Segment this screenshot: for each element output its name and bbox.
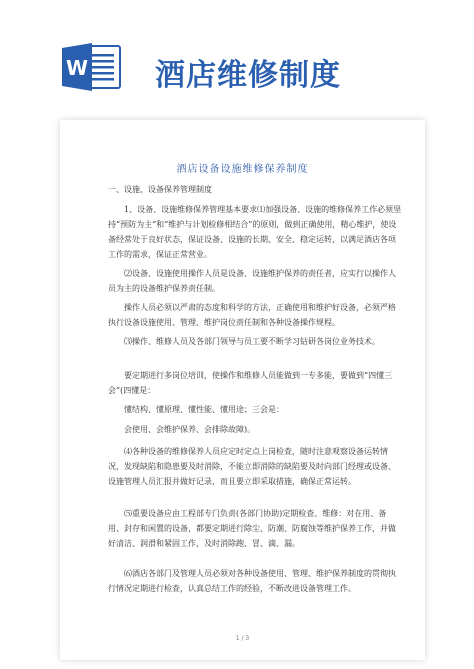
paragraph-9: ⑸重要设备应由工程部专门负责(各部门协助)定期检查、维修：对在用、备用、封存和闲置的设备，都要定期进行除尘、防潮、防腐蚀等维护保养工作，并做好清洁、润滑和紧固工作，及时消除跑、冒、滴、漏。 xyxy=(108,509,396,548)
paragraph-10: ⑹酒店各部门及管理人员必须对各种设备使用、管理、维护保养制度的贯彻执行情况定期进行检查，认真总结工作的经验，不断改进设备管理工作。 xyxy=(108,569,396,593)
word-icon-letter: W xyxy=(65,56,89,80)
document-page xyxy=(60,120,425,660)
header-title: 酒店维修制度 xyxy=(155,58,341,93)
section-heading: 一、设施、设备保养管理制度 xyxy=(108,185,212,194)
banner-header xyxy=(0,0,474,120)
word-document-icon xyxy=(60,42,124,92)
paragraph-1: 1、设备、设施维修保养管理基本要求⑴加强设备、设施的维修保养工作必须坚持“预防为主”和“维护与计划检修相结合”的原则，做到正确使用，精心维护，使设备经常处于良好状态，保证设备、设施的长期、安全、稳定运转，以满足酒店各项工作的需求，保证正常营业。 xyxy=(108,205,402,259)
document-title: 酒店设备设施维修保养制度 xyxy=(176,164,309,175)
paragraph-5: 要定期进行多岗位培训，使操作和维修人员能做到一专多能，要做到“四懂三会”(四懂是： xyxy=(108,371,393,395)
paragraph-6: 懂结构、懂原理、懂性能、懂用途；三会是： xyxy=(124,405,284,414)
paragraph-4: ⑶操作、维修人员及各部门领导与员工要不断学习钻研各岗位业务技术。 xyxy=(124,337,380,346)
paragraph-8: ⑷各种设备的维修保养人员应定时定点上岗检查，随时注意观察设备运转情况，发现缺陷和隐患要及时消除，不能立即消除的缺陷要及时向部门经理或设备、设施管理人员汇报并做好记录，而且要立即采取措施，确保正常运转。 xyxy=(108,447,396,486)
paragraph-7: 会使用、会维护保养、会排除故障)。 xyxy=(124,425,256,434)
paragraph-2: ⑵设备、设施使用操作人员是设备、设施维护保养的责任者，应实行以操作人员为主的设备维护保养责任制。 xyxy=(108,269,396,293)
page-number: 1 / 3 xyxy=(235,635,250,642)
paragraph-3: 操作人员必须以严肃的态度和科学的方法，正确使用和维护好设备，必须严格执行设备设施使用、管理、维护岗位责任制和各种设备操作规程。 xyxy=(108,303,396,327)
